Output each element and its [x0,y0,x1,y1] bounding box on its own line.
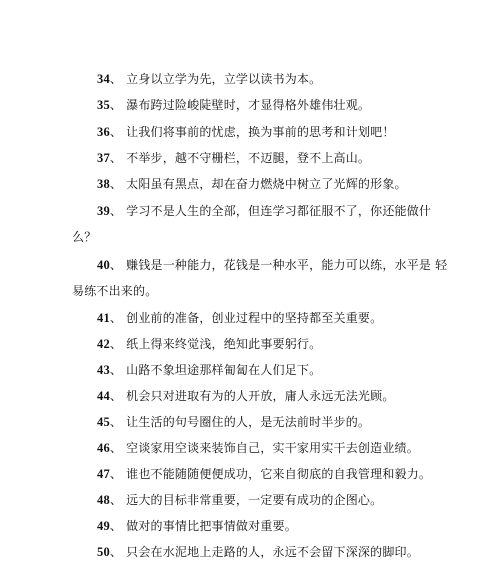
list-item [97,258,447,272]
list-item [97,72,321,86]
item-separator: 、 [109,125,123,139]
list-item [97,98,370,112]
item-separator: 、 [109,363,123,377]
list-item [97,204,431,218]
item-text: 不举步，越不守栅栏，不迈腿，登不上高山。 [126,151,371,165]
item-text: 远大的目标非常重要，一定要有成功的企图心。 [126,493,383,507]
list-item [97,389,395,403]
item-separator: 、 [109,519,123,533]
item-text: 山路不象坦途那样匍匐在人们足下。 [126,363,322,377]
item-number: 43 [97,363,110,377]
item-number: 44 [97,389,110,403]
item-separator: 、 [109,72,123,86]
item-separator: 、 [109,467,123,481]
item-number: 47 [97,467,110,481]
list-item-continuation [72,230,96,244]
item-separator: 、 [109,415,123,429]
item-separator: 、 [109,98,123,112]
item-separator: 、 [109,493,123,507]
item-number: 35 [97,98,110,112]
item-number: 42 [97,337,110,351]
item-number: 38 [97,177,110,191]
list-item [97,545,419,559]
item-number: 46 [97,441,110,455]
item-text: 只会在水泥地上走路的人，永远不会留下深深的脚印。 [126,545,419,559]
list-item [97,311,382,325]
item-separator: 、 [109,151,123,165]
item-text: 学习不是人生的全部，但连学习都征服不了，你还能做什 [126,204,432,218]
item-text: 创业前的准备，创业过程中的坚持都至关重要。 [126,311,383,325]
item-text: 赚钱是一种能力，花钱是一种水平，能力可以练，水平是 轻 [126,258,448,272]
item-text: 让生活的句号圈住的人，是无法前时半步的。 [126,415,371,429]
list-item [97,177,407,191]
item-text: 太阳虽有黑点，却在奋力燃烧中树立了光辉的形象。 [126,177,407,191]
item-separator: 、 [109,204,123,218]
item-number: 48 [97,493,110,507]
item-number: 36 [97,125,110,139]
item-number: 40 [97,258,110,272]
item-text: 机会只对进取有为的人开放，庸人永远无法光顾。 [126,389,395,403]
list-item [97,363,321,377]
item-number: 50 [97,545,110,559]
list-item [97,125,395,139]
item-text-continuation: 易练不出来的。 [72,284,158,298]
item-text: 谁也不能随随便便成功，它来自彻底的自我管理和毅力。 [126,467,432,481]
list-item-continuation [72,284,157,298]
list-item [97,519,297,533]
item-separator: 、 [109,337,123,351]
item-text: 瀑布跨过险峻陡壁时，才显得格外雄伟壮观。 [126,98,371,112]
item-text: 让我们将事前的忧虑，换为事前的思考和计划吧！ [126,125,395,139]
item-separator: 、 [109,389,123,403]
item-number: 49 [97,519,110,533]
item-text: 空谈家用空谈来装饰自己，实干家用实干去创造业绩。 [126,441,419,455]
item-text: 纸上得来终觉浅，绝知此事要躬行。 [126,337,322,351]
item-text-continuation: 么？ [72,230,97,244]
item-separator: 、 [109,311,123,325]
item-number: 37 [97,151,110,165]
list-item [97,151,370,165]
list-item [97,337,321,351]
list-item [97,493,382,507]
list-item [97,467,431,481]
item-separator: 、 [109,545,123,559]
item-text: 做对的事情比把事情做对重要。 [126,519,297,533]
item-number: 39 [97,204,110,218]
item-separator: 、 [109,258,123,272]
item-separator: 、 [109,177,123,191]
item-number: 34 [97,72,110,86]
item-text: 立身以立学为先，立学以读书为本。 [126,72,322,86]
item-number: 41 [97,311,110,325]
list-item [97,415,370,429]
item-number: 45 [97,415,110,429]
list-item [97,441,419,455]
item-separator: 、 [109,441,123,455]
